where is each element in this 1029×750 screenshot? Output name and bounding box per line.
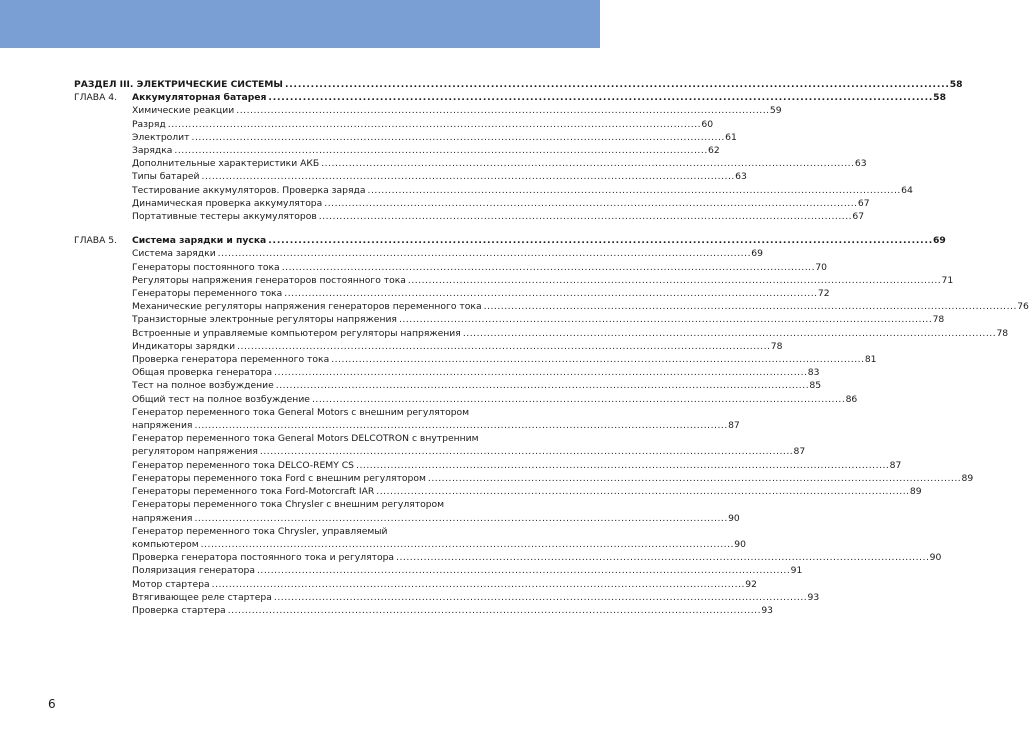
- toc-entry-title: компьютером: [132, 538, 199, 550]
- dot-leader: [356, 459, 888, 472]
- chapter-4-title: Аккумуляторная батарея: [132, 92, 267, 104]
- dot-leader: [202, 170, 734, 183]
- chapter-5-heading: [74, 234, 946, 247]
- toc-entry-title: Разряд: [132, 118, 166, 130]
- toc-entry: [74, 118, 714, 131]
- toc-entry-gm-external: [74, 406, 740, 432]
- toc-entry-page: 63: [854, 158, 867, 170]
- toc-entry-page: 86: [845, 393, 858, 405]
- toc-entry-line: Генератор переменного тока General Motors с внешним регулятором: [132, 406, 470, 418]
- chapter-5-label: ГЛАВА 5.: [74, 235, 118, 247]
- toc-entry-page: 60: [701, 118, 714, 130]
- toc-entry-title: Типы батарей: [132, 171, 200, 183]
- dot-leader: [321, 157, 853, 170]
- toc-entry-title: Проверка генератора постоянного тока и регулятора: [132, 552, 395, 564]
- dot-leader: [428, 472, 960, 485]
- toc-entry: [74, 459, 902, 472]
- toc-entry-title: напряжения: [132, 512, 193, 524]
- dot-leader: [237, 340, 769, 353]
- toc-entry: [74, 170, 747, 183]
- chapter-5-entries: [74, 459, 974, 499]
- toc-entry-line: Генераторы переменного тока Chrysler с внешним регулятором: [132, 499, 445, 511]
- toc-entry-page: 70: [815, 261, 828, 273]
- toc-entry: [74, 287, 830, 300]
- toc-entry-title: Зарядка: [132, 145, 173, 157]
- toc-entry-title: Проверка генератора переменного тока: [132, 354, 330, 366]
- dot-leader: [194, 419, 726, 432]
- toc-entry: [74, 327, 1009, 340]
- dot-leader: [236, 104, 768, 117]
- toc-entry-title: Генератор переменного тока DELCO-REMY CS: [132, 459, 355, 471]
- dot-leader: [257, 564, 789, 577]
- chapter-5-page: 69: [933, 235, 946, 247]
- dot-leader: [396, 551, 928, 564]
- dot-leader: [399, 313, 931, 326]
- toc-entry-page: 87: [793, 446, 806, 458]
- dot-leader: [368, 184, 900, 197]
- toc-entry: [74, 366, 820, 379]
- dot-leader: [276, 379, 808, 392]
- dot-leader: [218, 247, 750, 260]
- toc-entry: [74, 512, 740, 525]
- toc-entry-title: Тест на полное возбуждение: [132, 380, 274, 392]
- dot-leader: [212, 578, 744, 591]
- dot-leader: [268, 91, 931, 104]
- dot-leader: [285, 78, 948, 91]
- toc-entry-page: 63: [735, 171, 747, 183]
- toc-entry-title: Мотор стартера: [132, 578, 210, 590]
- toc-entry-title: Индикаторы зарядки: [132, 340, 236, 352]
- dot-leader: [484, 300, 1016, 313]
- toc-entry: [74, 578, 757, 591]
- toc-entry-page: 90: [929, 552, 942, 564]
- toc-section-row: [74, 78, 963, 91]
- toc-entry-page: 71: [941, 274, 954, 286]
- dot-leader: [174, 144, 706, 157]
- toc-entry-page: 69: [751, 248, 763, 260]
- toc-entry: [74, 313, 945, 326]
- toc-entry-line: Генератор переменного тока General Motors DELCOTRON с внутренним: [132, 433, 479, 445]
- toc-entry-title: Транзисторные электронные регуляторы напряжения: [132, 314, 397, 326]
- toc-entry-title: Система зарядки: [132, 248, 216, 260]
- chapter-4-entries: [74, 104, 913, 223]
- dot-leader: [168, 118, 700, 131]
- dot-leader: [376, 485, 908, 498]
- toc-entry: [74, 379, 822, 392]
- toc-entry: [74, 197, 870, 210]
- toc-entry-title: Химические реакции: [132, 105, 235, 117]
- toc-entry-page: 59: [769, 105, 782, 117]
- toc-entry-page: 78: [932, 314, 945, 326]
- spacer: [74, 223, 547, 234]
- toc-entry-line: Генератор переменного тока Chrysler, управляемый: [132, 525, 388, 537]
- toc-entry-page: 78: [996, 327, 1009, 339]
- toc-entry: [74, 300, 1029, 313]
- toc-entry-page: 91: [790, 565, 803, 577]
- toc-entry-page: 76: [1017, 301, 1029, 313]
- toc-entry-page: 62: [708, 145, 720, 157]
- toc-entry-title: Генераторы переменного тока Ford с внешним регулятором: [132, 472, 426, 484]
- toc-entry-title: регулятором напряжения: [132, 446, 258, 458]
- toc-entry-page: 67: [857, 197, 870, 209]
- toc-entry-page: 78: [770, 340, 783, 352]
- toc-entry: [74, 419, 740, 432]
- dot-leader: [274, 366, 806, 379]
- chapter-5-title: Система зарядки и пуска: [132, 235, 267, 247]
- toc-entry: [74, 274, 954, 287]
- toc-entry-chrysler-computer: [74, 525, 746, 551]
- toc-entry-page: 93: [807, 591, 820, 603]
- toc-entry-title: Общий тест на полное возбуждение: [132, 393, 310, 405]
- header-band: [0, 0, 600, 48]
- toc-entry-title: Поляризация генератора: [132, 565, 255, 577]
- toc-entry-page: 64: [901, 184, 913, 196]
- toc-entry: [74, 144, 720, 157]
- toc-entry-title: Генераторы переменного тока: [132, 288, 283, 300]
- toc-entry: [74, 340, 783, 353]
- toc-entry-page: 89: [961, 472, 974, 484]
- toc-entry-title: Динамическая проверка аккумулятора: [132, 197, 323, 209]
- toc-entry: [74, 184, 913, 197]
- chapter-5-entries: [74, 247, 1029, 405]
- table-of-contents: [74, 78, 1029, 617]
- toc-entry: [74, 131, 737, 144]
- dot-leader: [324, 197, 856, 210]
- toc-entry-page: 81: [864, 354, 877, 366]
- toc-entry-page: 90: [734, 538, 746, 550]
- toc-entry-chrysler-external: [74, 498, 740, 524]
- dot-leader: [408, 274, 940, 287]
- section-page: 58: [949, 79, 963, 90]
- page-number: 6: [48, 697, 56, 711]
- dot-leader: [282, 261, 814, 274]
- toc-entry: [74, 472, 974, 485]
- toc-entry-title: Общая проверка генератора: [132, 367, 273, 379]
- dot-leader: [192, 131, 724, 144]
- toc-entry-page: 85: [809, 380, 822, 392]
- toc-entry-page: 87: [889, 459, 902, 471]
- dot-leader: [463, 327, 995, 340]
- dot-leader: [331, 353, 863, 366]
- toc-entry: [74, 210, 865, 223]
- toc-entry: [74, 104, 782, 117]
- toc-entry: [74, 538, 746, 551]
- toc-entry: [74, 551, 942, 564]
- toc-entry-title: Портативные тестеры аккумуляторов: [132, 211, 317, 223]
- toc-entry-page: 87: [728, 420, 740, 432]
- toc-entry-title: Втягивающее реле стартера: [132, 591, 272, 603]
- dot-leader: [312, 393, 844, 406]
- toc-entry-title: напряжения: [132, 420, 193, 432]
- toc-entry-title: Генераторы постоянного тока: [132, 261, 280, 273]
- toc-entry-gm-delcotron: [74, 432, 806, 458]
- toc-entry-title: Механические регуляторы напряжения генераторов переменного тока: [132, 301, 482, 313]
- toc-entry-page: 89: [909, 486, 922, 498]
- toc-entry: [74, 157, 867, 170]
- toc-entry: [74, 604, 774, 617]
- dot-leader: [228, 604, 760, 617]
- chapter-4-heading: [74, 91, 946, 104]
- toc-entry: [74, 261, 828, 274]
- toc-entry-title: Проверка стартера: [132, 604, 226, 616]
- toc-entry-page: 93: [761, 604, 774, 616]
- dot-leader: [268, 234, 931, 247]
- dot-leader: [194, 512, 726, 525]
- toc-entry-page: 72: [817, 288, 830, 300]
- chapter-5-entries: [74, 551, 942, 617]
- toc-entry-title: Встроенные и управляемые компьютером регуляторы напряжения: [132, 327, 461, 339]
- dot-leader: [260, 445, 792, 458]
- section-title: РАЗДЕЛ III. ЭЛЕКТРИЧЕСКИЕ СИСТЕМЫ: [74, 79, 283, 90]
- toc-entry-page: 67: [852, 211, 865, 223]
- toc-entry-title: Регуляторы напряжения генераторов постоянного тока: [132, 274, 406, 286]
- dot-leader: [274, 591, 806, 604]
- toc-entry-title: Дополнительные характеристики АКБ: [132, 158, 320, 170]
- chapter-4-page: 58: [933, 92, 946, 104]
- toc-entry: [74, 485, 922, 498]
- toc-entry-page: 92: [745, 578, 757, 590]
- toc-entry: [74, 353, 877, 366]
- toc-entry-page: 83: [807, 367, 820, 379]
- toc-entry: [74, 591, 820, 604]
- toc-entry: [74, 247, 763, 260]
- toc-entry: [74, 564, 803, 577]
- toc-entry-page: 61: [725, 131, 737, 143]
- toc-entry-title: Электролит: [132, 131, 190, 143]
- chapter-4-label: ГЛАВА 4.: [74, 92, 118, 104]
- toc-entry-title: Тестирование аккумуляторов. Проверка заряда: [132, 184, 366, 196]
- toc-entry-title: Генераторы переменного тока Ford-Motorcraft IAR: [132, 486, 375, 498]
- dot-leader: [201, 538, 733, 551]
- toc-entry: [74, 393, 858, 406]
- dot-leader: [284, 287, 816, 300]
- dot-leader: [319, 210, 851, 223]
- toc-entry: [74, 445, 806, 458]
- toc-entry-page: 90: [728, 512, 740, 524]
